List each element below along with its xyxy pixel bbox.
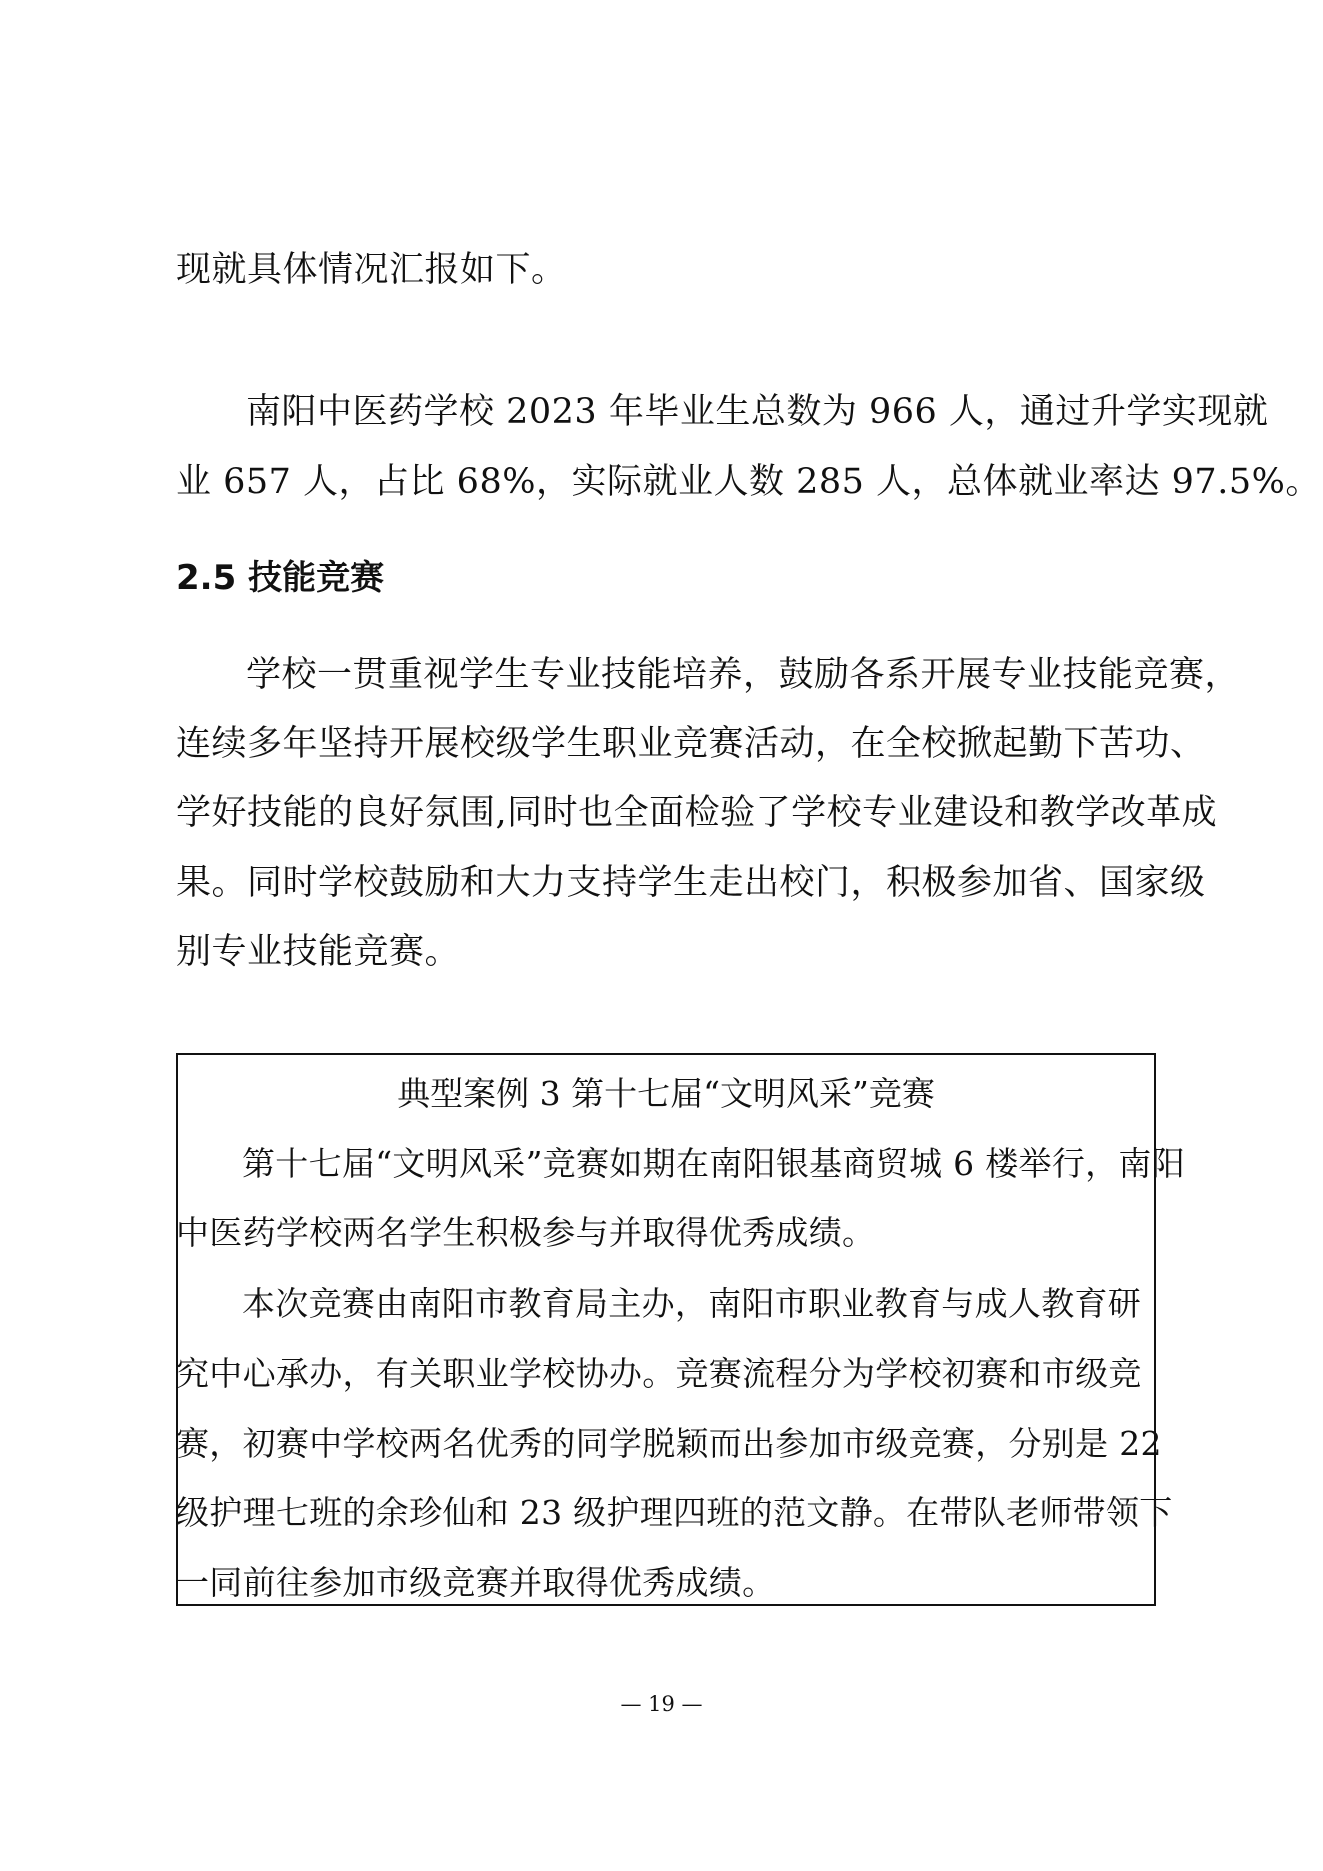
paragraph-line: 果。同时学校鼓励和大力支持学生走出校门，积极参加省、国家级	[176, 863, 1206, 903]
page-number: — 19 —	[620, 1692, 703, 1716]
paragraph-line: 南阳中医药学校 2023 年毕业生总数为 966 人，通过升学实现就	[246, 392, 1269, 432]
paragraph-line: 业 657 人，占比 68%，实际就业人数 285 人，总体就业率达 97.5%。	[176, 462, 1321, 502]
case-paragraph-line: 究中心承办，有关职业学校协办。竞赛流程分为学校初赛和市级竞	[176, 1354, 1142, 1393]
case-paragraph-line: 一同前往参加市级竞赛并取得优秀成绩。	[176, 1563, 776, 1602]
case-paragraph-line: 中医药学校两名学生积极参与并取得优秀成绩。	[176, 1213, 876, 1252]
case-study-title: 典型案例 3 第十七届“文明风采”竞赛	[397, 1074, 935, 1113]
paragraph-line: 连续多年坚持开展校级学生职业竞赛活动，在全校掀起勤下苦功、	[176, 724, 1206, 764]
paragraph-line: 别专业技能竞赛。	[176, 932, 461, 972]
section-heading: 2.5 技能竞赛	[176, 558, 385, 598]
case-paragraph-line: 赛，初赛中学校两名优秀的同学脱颖而出参加市级竞赛，分别是 22	[176, 1424, 1162, 1463]
case-paragraph-line: 级护理七班的余珍仙和 23 级护理四班的范文静。在带队老师带领下	[176, 1493, 1173, 1532]
case-paragraph-line: 本次竞赛由南阳市教育局主办，南阳市职业教育与成人教育研	[242, 1284, 1142, 1323]
paragraph-line: 学校一贯重视学生专业技能培养，鼓励各系开展专业技能竞赛，	[246, 655, 1241, 695]
case-paragraph-line: 第十七届“文明风采”竞赛如期在南阳银基商贸城 6 楼举行，南阳	[242, 1144, 1186, 1183]
paragraph-line: 学好技能的良好氛围,同时也全面检验了学校专业建设和教学改革成	[176, 793, 1218, 833]
intro-line: 现就具体情况汇报如下。	[176, 250, 567, 290]
